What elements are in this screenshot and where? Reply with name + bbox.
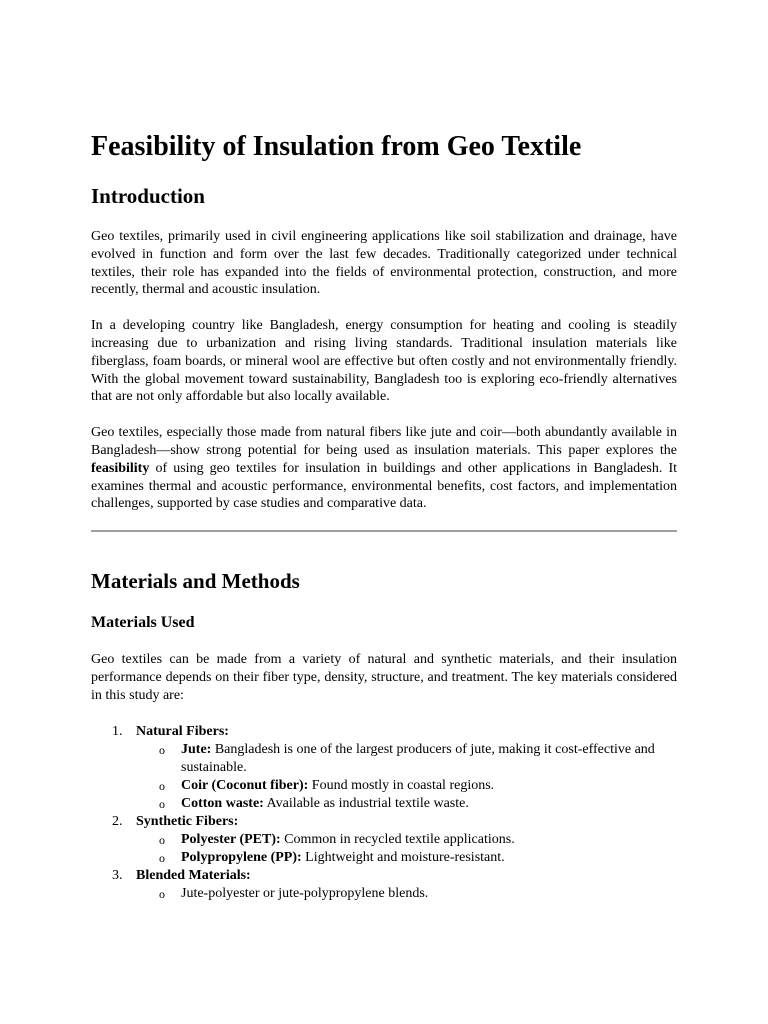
list-item-label: Natural Fibers:: [136, 723, 229, 739]
sub-list-item-text: Bangladesh is one of the largest producers of jute, making it cost-effective and sustainable.: [181, 741, 655, 775]
sub-list-item-text: Common in recycled textile applications.: [280, 831, 515, 847]
sub-list-item-text: Found mostly in coastal regions.: [308, 777, 495, 793]
intro-paragraph-2: In a developing country like Bangladesh, energy consumption for heating and cooling is steadily increasing due to urbanization and rising living standards. Traditional insulation materials like fiberglass, foam boards, or mineral wool are effective but often costly and not environmentally friendly. With the global movement toward sustainability, Bangladesh too is exploring eco-friendly alternatives that are not only affordable but also locally available.: [91, 318, 677, 405]
list-item: [91, 723, 677, 813]
intro-paragraph-3-end: of using geo textiles for insulation in buildings and other applications in Bangladesh. It examines thermal and acoustic performance, environmental benefits, cost factors, and implementation challenges, supported by case studies and comparative data.: [91, 460, 677, 512]
circle-bullet-icon: o: [159, 796, 165, 811]
sub-list-item-term: Jute:: [181, 741, 212, 757]
section-heading-materials-methods: Materials and Methods: [91, 569, 300, 594]
sub-list-item: [136, 795, 677, 813]
sub-list-item-text: Available as industrial textile waste.: [263, 795, 469, 811]
sub-list-item-term: Polypropylene (PP):: [181, 849, 302, 865]
list-item-number: 3.: [112, 867, 123, 883]
list-item-number: 1.: [112, 723, 123, 739]
list-item-label: Blended Materials:: [136, 867, 251, 883]
sub-list-item: [136, 777, 677, 795]
circle-bullet-icon: o: [159, 742, 165, 757]
sub-list-item-text: Jute-polyester or jute-polypropylene blends.: [181, 885, 429, 901]
intro-paragraph-3-start: Geo textiles, especially those made from natural fibers like jute and coir—both abundantly available in Bangladesh—show strong potential for being used as insulation materials. This paper explores the: [91, 425, 677, 458]
sub-list-item-text: Lightweight and moisture-resistant.: [301, 849, 505, 865]
list-item: [91, 813, 677, 867]
feasibility-emphasis: feasibility: [91, 460, 150, 476]
intro-paragraph-3: [91, 424, 677, 513]
sub-list-item-term: Cotton waste:: [181, 795, 264, 811]
sub-list: [136, 885, 677, 903]
list-item-label: Synthetic Fibers:: [136, 813, 239, 829]
circle-bullet-icon: o: [159, 778, 165, 793]
intro-paragraph-1: Geo textiles, primarily used in civil engineering applications like soil stabilization and drainage, have evolved in function and form over the last few decades. Traditionally categorized under technical textiles, their role has expanded into the fields of environmental protection, construction, and more recently, thermal and acoustic insulation.: [91, 229, 677, 298]
circle-bullet-icon: o: [159, 886, 165, 901]
sub-list-item: [136, 885, 677, 903]
methods-paragraph-1: Geo textiles can be made from a variety of natural and synthetic materials, and their insulation performance depends on their fiber type, density, structure, and treatment. The key materials considered in this study are:: [91, 652, 677, 703]
sub-list: [136, 831, 677, 867]
sub-list-item-term: Polyester (PET):: [181, 831, 281, 847]
document-title: Feasibility of Insulation from Geo Textile: [91, 131, 582, 162]
circle-bullet-icon: o: [159, 850, 165, 865]
section-divider: [91, 530, 677, 532]
document-body: [91, 128, 677, 903]
sub-list-item-term: Coir (Coconut fiber):: [181, 777, 309, 793]
sub-list-item: [136, 741, 677, 777]
sub-list-item: [136, 849, 677, 867]
sub-list-item: [136, 831, 677, 849]
list-item: [91, 867, 677, 903]
subsection-heading-materials-used: Materials Used: [91, 614, 195, 632]
circle-bullet-icon: o: [159, 832, 165, 847]
section-heading-introduction: Introduction: [91, 184, 205, 208]
sub-list: [136, 741, 677, 813]
list-item-number: 2.: [112, 813, 123, 829]
materials-list: [91, 723, 677, 903]
